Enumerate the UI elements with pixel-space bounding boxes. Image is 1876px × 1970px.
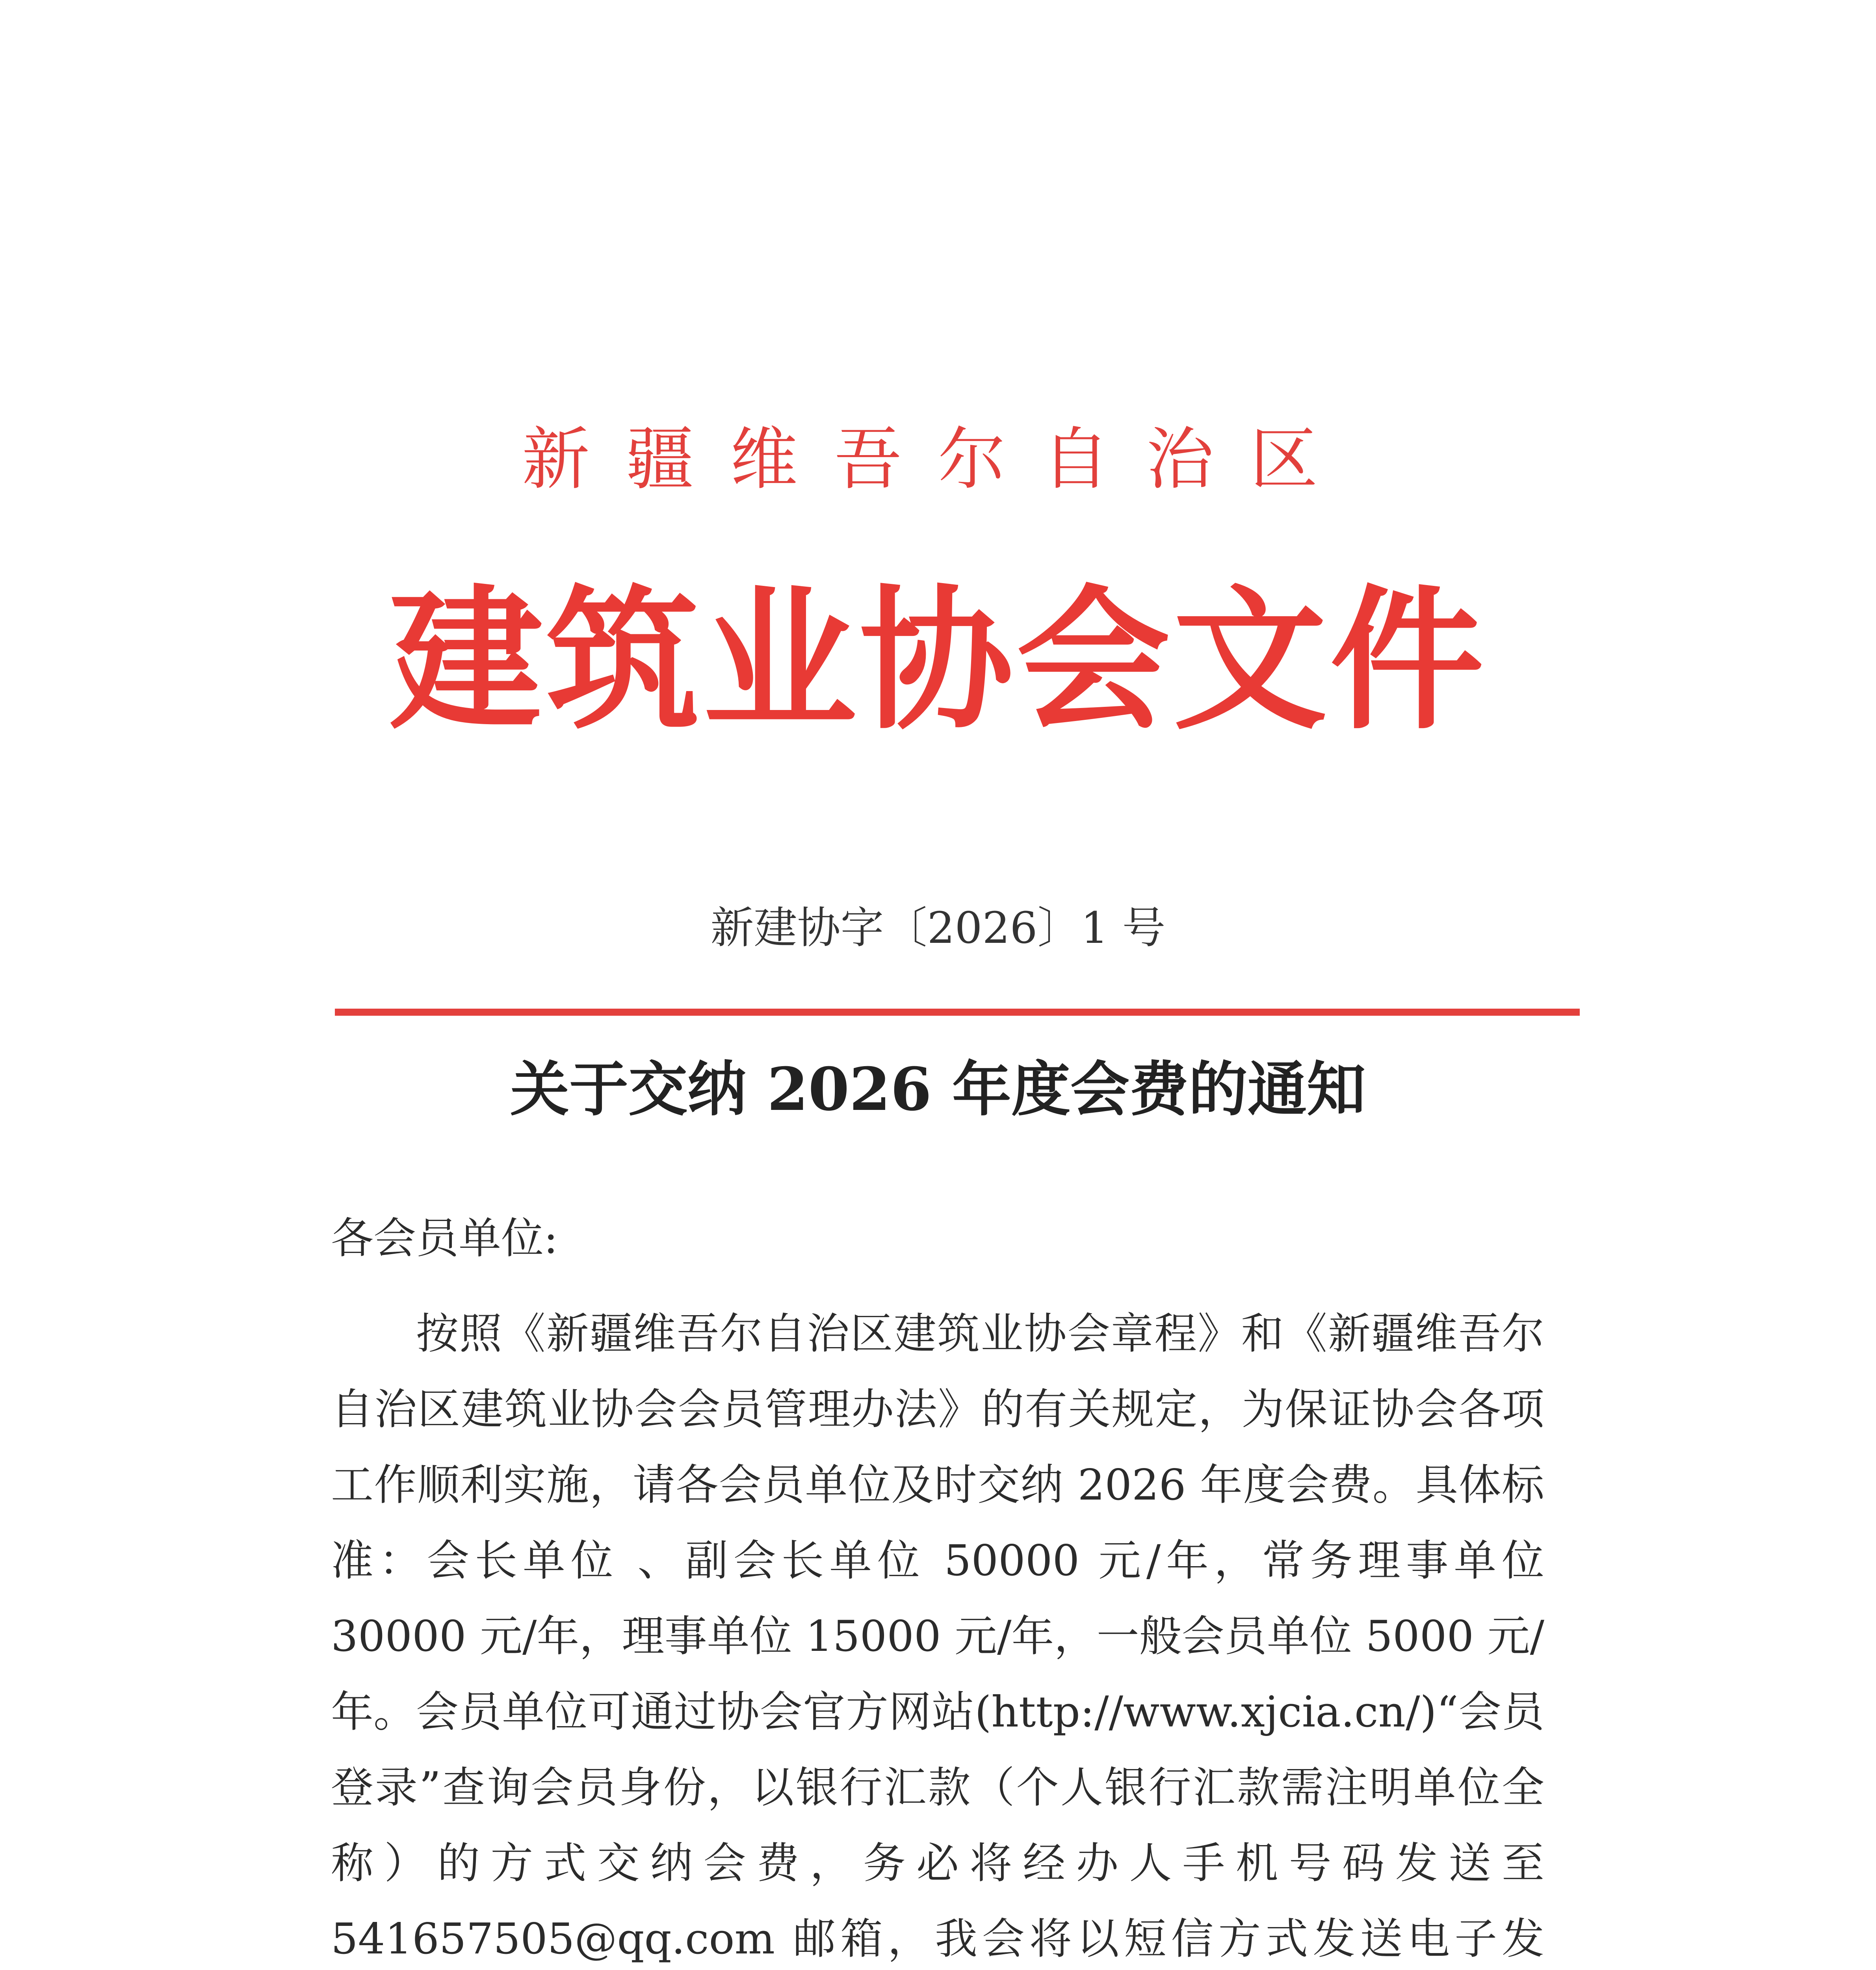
issuer-region-line: 新疆维吾尔自治区 [522,420,1354,499]
body-paragraph-payment-method: 会员单位可通过协会官方网站(http://www.xjcia.cn/)“会员登录”查询会员身份，以银行汇款（个人银行汇款需注明单位全称）的方式交纳会费，务必将经办人手机号码发送至 541657505@qq.com 邮箱，我会将以短信方式发送电子发 [331,1688,1544,1964]
notice-title: 关于交纳 2026 年度会费的通知 [510,1055,1366,1124]
red-separator-line [335,1009,1580,1016]
document-number: 新建协字〔2026〕1 号 [710,903,1166,953]
salutation: 各会员单位: [331,1214,558,1263]
body-paragraph-fee-standards: 按照《新疆维吾尔自治区建筑业协会章程》和《新疆维吾尔自治区建筑业协会会员管理办法》的有关规定，为保证协会各项工作顺利实施，请各会员单位及时交纳 2026 年度会费。具体标准：会长单位 、副会长单位 50000 元/年，常务理事单位 30000 元/年，理事单位 15000 元/年，一般会员单位 5000 元/年。 [331,1309,1544,1737]
issuer-document-header: 建筑业协会文件 [389,570,1487,750]
